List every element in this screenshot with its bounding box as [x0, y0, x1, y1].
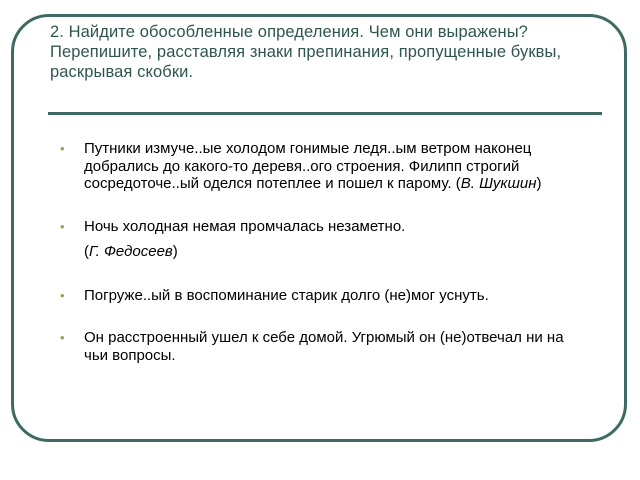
- bullet-list: [60, 140, 580, 364]
- item-author: Г. Федосеев: [89, 243, 173, 260]
- bullet-icon: •: [60, 287, 65, 303]
- item-attribution: [60, 243, 580, 261]
- list-item: [60, 140, 580, 193]
- item-open-paren: (: [84, 243, 89, 260]
- item-text: Он расстроенный ушел к себе домой. Угрюмый он (не)отвечал ни на чьи вопросы.: [84, 329, 564, 364]
- item-text: Погруже..ый в воспоминание старик долго (не)мог уснуть.: [84, 286, 489, 304]
- title-divider: [48, 112, 602, 115]
- item-author: В. Шукшин: [460, 175, 537, 192]
- item-text: Ночь холодная немая промчалась незаметно.: [84, 217, 406, 235]
- bullet-icon: •: [60, 330, 65, 345]
- bullet-icon: •: [60, 218, 65, 234]
- list-item: [60, 287, 580, 305]
- list-item: [60, 218, 580, 236]
- item-close-paren: ): [536, 175, 542, 192]
- slide-title: 2. Найдите обособленные определения. Чем они выражены? Перепишите, расставляя знаки препинания, пропущенные буквы, раскрывая скобки.: [50, 23, 562, 81]
- item-text: Путники измуче..ые холодом гонимые ледя..ым ветром наконец добрались до какого-то деревя..ого строения. Филипп строгий сосредоточе..ый оделся потеплее и пошел к парому. (: [84, 140, 532, 192]
- bullet-icon: •: [60, 141, 65, 156]
- list-item: [60, 329, 580, 364]
- item-close-paren: ): [172, 243, 178, 260]
